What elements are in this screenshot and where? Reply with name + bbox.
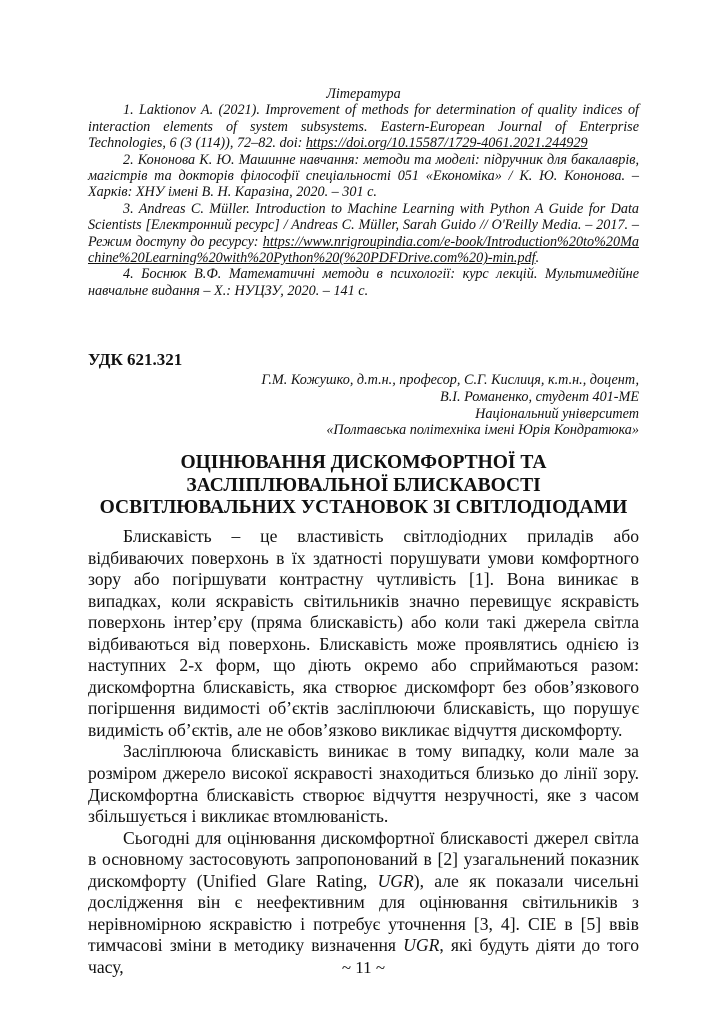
udk-code: УДК 621.321: [88, 350, 183, 369]
page-number: ~ 11 ~: [341, 958, 386, 977]
reference-item: 3. Andreas C. Müller. Introduction to Machine Learning with Python A Guide for Data Scientists [Електронний ресурс] / Andreas C. Müller, Sarah Guido // O'Reilly Media. – 2017. – Режим доступу до ресурсу: https://www.nrigroupindia.com/e-book/Introduction%20to%20Machine%20Learning%20with%20Python%20(%20PDFDrive.com%20)-min.pdf.: [88, 200, 639, 267]
reference-link[interactable]: https://doi.org/10.15587/1729-4061.2021.244929: [305, 135, 588, 152]
author-line: Г.М. Кожушко, д.т.н., професор, С.Г. Кислиця, к.т.н., доцент,: [261, 372, 639, 388]
reference-link[interactable]: https://www.nrigroupindia.com/e-book/Introduction%20to%20Machine%20Learning%20with%20Python%20(%20PDFDrive.com%20)-min.pdf: [88, 233, 639, 267]
affiliation-line: «Полтавська політехніка імені Юрія Кондратюка»: [326, 422, 639, 439]
author-line: В.І. Романенко, студент 401-МЕ: [440, 388, 639, 405]
paragraph: Засліплююча блискавість виникає в тому випадку, коли мале за розміром джерело високої яскравості знаходиться близько до лінії зору. Дискомфортна блискавість створює відчуття незручності, яке з часом збільшується і викликає втомлюваність.: [88, 741, 639, 827]
reference-item: 2. Кононова К. Ю. Машинне навчання: методи та моделі: підручник для бакалаврів, магістрів та докторів філософії спеціальності 051 «Економіка» / К. Ю. Кононова. – Харків: ХНУ імені В. Н. Каразіна, 2020. – 301 с.: [88, 151, 639, 201]
references-section: [88, 86, 639, 299]
references-heading: Література: [326, 86, 401, 102]
paragraph: Сьогодні для оцінювання дискомфортної блискавості джерел світла в основному застосовують запропонований в [2] узагальнений показник дискомфорту (Unified Glare Rating, UGR), але як показали чисельні дослідження він є неефективним для оцінювання світильників з нерівномірною яскравістю і потребує уточнення [3, 4]. CIE в [5] ввів тимчасові зміни в методику визначення UGR, які будуть діяти до того часу,: [88, 827, 639, 977]
authors-block: [88, 372, 639, 439]
article-body: [88, 526, 639, 978]
affiliation-line: Національний університет: [475, 405, 639, 422]
reference-item: 1. Laktionov A. (2021). Improvement of methods for determination of quality indices of interaction elements of system subsystems. Eastern-European Journal of Enterprise Technologies, 6 (3 (114)), 72–82. doi: https://doi.org/10.15587/1729-4061.2021.244929: [88, 102, 639, 152]
paragraph: Блискавість – це властивість світлодіодних приладів або відбиваючих поверхонь в їх здатності порушувати умови комфортного зору або погіршувати контрастну чутливість [1]. Вона виникає в випадках, коли яскравість світильників значно перевищує яскравість поверхонь інтер’єру (пряма блискавість) або коли такі джерела світла відбиваються від поверхонь. Блискавість може проявлятись однією із наступних 2-х форм, що діють окремо або сприймаються разом: дискомфортна блискавість, яка створює дискомфорт без обов’язкового погіршення видимості об’єктів засліплюючи блискавість, що порушує видимість об’єктів, але не обов’язково викликає відчуття дискомфорту.: [88, 526, 639, 740]
article-title: ОЦІНЮВАННЯ ДИСКОМФОРТНОЇ ТА ЗАСЛІПЛЮВАЛЬНОЇ БЛИСКАВОСТІ ОСВІТЛЮВАЛЬНИХ УСТАНОВОК ЗІ СВІТЛОДІОДАМИ: [99, 452, 628, 518]
reference-item: 4. Боснюк В.Ф. Математичні методи в психології: курс лекцій. Мультимедійне навчальне видання – Х.: НУЦЗУ, 2020. – 141 с.: [88, 266, 639, 299]
